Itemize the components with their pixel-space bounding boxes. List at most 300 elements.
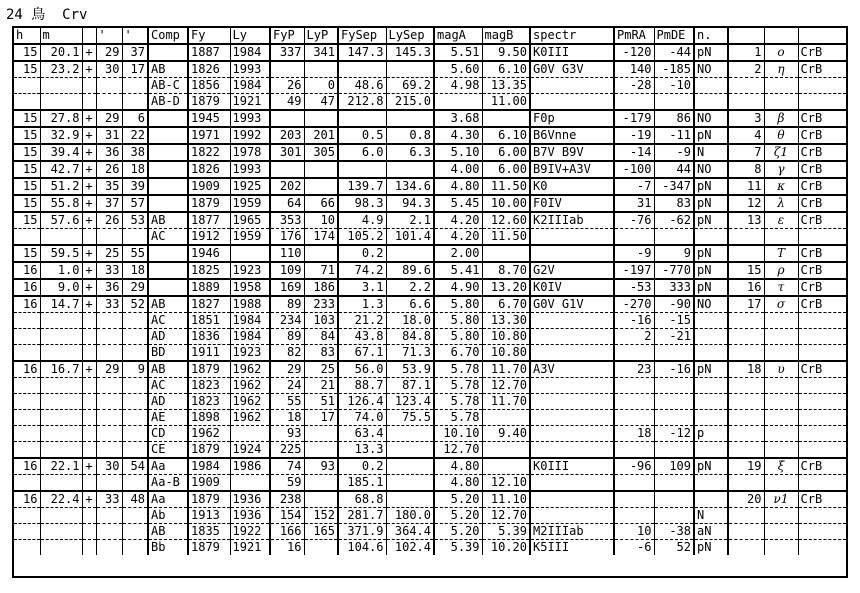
- table-cell: [96, 426, 122, 442]
- table-cell: [764, 229, 798, 246]
- table-cell: F0IV: [530, 195, 614, 212]
- table-cell: 6.10: [482, 61, 530, 78]
- table-cell: +: [82, 262, 96, 279]
- table-cell: +: [82, 178, 96, 195]
- table-cell: [82, 378, 96, 394]
- table-cell: 101.4: [386, 229, 434, 246]
- table-cell: [694, 229, 728, 246]
- table-cell: AD: [148, 394, 188, 410]
- table-cell: 33: [96, 262, 122, 279]
- table-cell: -12: [654, 426, 694, 442]
- table-cell: -90: [654, 296, 694, 313]
- table-cell: [96, 508, 122, 524]
- table-row: [14, 44, 846, 61]
- column-header: [82, 28, 96, 44]
- table-cell: 1959: [230, 229, 270, 246]
- table-row: [14, 426, 846, 442]
- table-cell: [386, 245, 434, 262]
- table-cell: [148, 44, 188, 61]
- table-cell: -14: [614, 144, 654, 161]
- table-cell: [728, 78, 764, 94]
- table-cell: [530, 442, 614, 459]
- table-cell: [14, 508, 40, 524]
- table-cell: [728, 442, 764, 459]
- table-cell: [798, 394, 846, 410]
- table-cell: Ab: [148, 508, 188, 524]
- table-cell: -76: [614, 212, 654, 229]
- table-cell: 94.3: [386, 195, 434, 212]
- table-cell: 27.8: [40, 110, 82, 127]
- table-cell: 1978: [230, 144, 270, 161]
- table-cell: +: [82, 110, 96, 127]
- table-cell: pN: [694, 245, 728, 262]
- table-cell: 234: [270, 313, 304, 329]
- table-cell: pN: [694, 262, 728, 279]
- table-cell: 15: [14, 178, 40, 195]
- table-cell: [614, 410, 654, 426]
- table-cell: [386, 110, 434, 127]
- table-cell: 202: [270, 178, 304, 195]
- table-cell: 1993: [230, 161, 270, 178]
- table-cell: [386, 426, 434, 442]
- table-cell: -21: [654, 329, 694, 345]
- table-cell: AB: [148, 61, 188, 78]
- table-cell: -9: [654, 144, 694, 161]
- table-cell: [694, 394, 728, 410]
- table-cell: [728, 475, 764, 492]
- table-cell: [764, 508, 798, 524]
- table-cell: κ: [764, 178, 798, 195]
- table-row: [14, 178, 846, 195]
- table-cell: [798, 313, 846, 329]
- table-cell: 166: [270, 524, 304, 540]
- table-cell: 53: [122, 212, 148, 229]
- table-cell: 51: [304, 394, 338, 410]
- table-cell: 0.5: [338, 127, 386, 144]
- table-cell: [386, 442, 434, 459]
- table-cell: 1856: [188, 78, 230, 94]
- table-cell: 102.4: [386, 540, 434, 556]
- table-cell: β: [764, 110, 798, 127]
- table-cell: 25: [304, 361, 338, 378]
- table-cell: [122, 475, 148, 492]
- table-cell: [654, 378, 694, 394]
- table-cell: [96, 524, 122, 540]
- column-header: FySep: [338, 28, 386, 44]
- table-cell: 55.8: [40, 195, 82, 212]
- table-cell: 212.8: [338, 94, 386, 111]
- column-header: spectr: [530, 28, 614, 44]
- table-cell: [96, 229, 122, 246]
- table-cell: AB: [148, 296, 188, 313]
- column-header: PmRA: [614, 28, 654, 44]
- table-cell: [148, 245, 188, 262]
- table-cell: -6: [614, 540, 654, 556]
- table-cell: 233: [304, 296, 338, 313]
- table-cell: -11: [654, 127, 694, 144]
- table-cell: [40, 475, 82, 492]
- table-cell: CD: [148, 426, 188, 442]
- table-row: [14, 458, 846, 475]
- table-cell: 9.50: [482, 44, 530, 61]
- table-cell: 24: [270, 378, 304, 394]
- table-cell: -38: [654, 524, 694, 540]
- table-cell: CrB: [798, 245, 846, 262]
- column-header: magA: [434, 28, 482, 44]
- table-cell: 1909: [188, 178, 230, 195]
- table-cell: [14, 94, 40, 111]
- table-cell: AB-C: [148, 78, 188, 94]
- table-cell: [122, 229, 148, 246]
- table-cell: υ: [764, 361, 798, 378]
- table-cell: +: [82, 144, 96, 161]
- table-cell: [694, 475, 728, 492]
- table-cell: 15: [14, 44, 40, 61]
- table-cell: NO: [694, 110, 728, 127]
- table-cell: [148, 144, 188, 161]
- table-cell: 37: [122, 44, 148, 61]
- table-cell: 1836: [188, 329, 230, 345]
- table-cell: [304, 491, 338, 508]
- table-row: [14, 313, 846, 329]
- table-cell: AB: [148, 524, 188, 540]
- table-cell: -197: [614, 262, 654, 279]
- table-cell: 15: [14, 61, 40, 78]
- table-cell: [82, 508, 96, 524]
- table-cell: 1913: [188, 508, 230, 524]
- table-cell: [230, 426, 270, 442]
- table-cell: 5.41: [434, 262, 482, 279]
- table-cell: 1825: [188, 262, 230, 279]
- table-cell: -10: [654, 78, 694, 94]
- table-cell: [82, 394, 96, 410]
- column-header: LyP: [304, 28, 338, 44]
- table-row: [14, 442, 846, 459]
- table-cell: [798, 94, 846, 111]
- table-cell: 15: [14, 245, 40, 262]
- table-cell: 1984: [230, 313, 270, 329]
- table-cell: 10.20: [482, 540, 530, 556]
- table-cell: Aa: [148, 491, 188, 508]
- table-cell: 305: [304, 144, 338, 161]
- table-cell: [40, 394, 82, 410]
- table-cell: 11: [728, 178, 764, 195]
- table-cell: CrB: [798, 279, 846, 296]
- table-row: [14, 491, 846, 508]
- table-cell: 52: [654, 540, 694, 556]
- table-cell: -16: [654, 361, 694, 378]
- table-cell: pN: [694, 44, 728, 61]
- table-cell: [40, 426, 82, 442]
- table-cell: +: [82, 127, 96, 144]
- table-cell: pN: [694, 540, 728, 556]
- table-cell: 8: [728, 161, 764, 178]
- table-cell: 6.70: [482, 296, 530, 313]
- table-cell: 16: [14, 491, 40, 508]
- table-cell: [764, 394, 798, 410]
- table-cell: 33: [96, 491, 122, 508]
- table-cell: 1971: [188, 127, 230, 144]
- table-cell: 26: [96, 212, 122, 229]
- table-cell: 18.0: [386, 313, 434, 329]
- table-cell: AC: [148, 313, 188, 329]
- table-cell: 364.4: [386, 524, 434, 540]
- table-cell: 1909: [188, 475, 230, 492]
- table-cell: [798, 508, 846, 524]
- table-cell: [96, 378, 122, 394]
- table-cell: 47: [304, 94, 338, 111]
- column-header: Ly: [230, 28, 270, 44]
- table-cell: 4.98: [434, 78, 482, 94]
- table-cell: 186: [304, 279, 338, 296]
- table-cell: 29: [122, 279, 148, 296]
- table-cell: 1826: [188, 61, 230, 78]
- table-cell: [82, 524, 96, 540]
- table-cell: 10.10: [434, 426, 482, 442]
- table-cell: 215.0: [386, 94, 434, 111]
- table-cell: -9: [614, 245, 654, 262]
- table-cell: +: [82, 212, 96, 229]
- table-cell: -347: [654, 178, 694, 195]
- table-cell: [14, 345, 40, 362]
- table-cell: 88.7: [338, 378, 386, 394]
- double-star-table: [14, 28, 846, 555]
- table-cell: 1887: [188, 44, 230, 61]
- table-cell: 63.4: [338, 426, 386, 442]
- table-cell: 4.80: [434, 458, 482, 475]
- table-cell: 18: [122, 161, 148, 178]
- table-cell: 1851: [188, 313, 230, 329]
- table-cell: 2.00: [434, 245, 482, 262]
- table-cell: [148, 161, 188, 178]
- table-cell: pN: [694, 195, 728, 212]
- table-cell: 6.6: [386, 296, 434, 313]
- table-cell: 10.00: [482, 195, 530, 212]
- table-cell: 10.80: [482, 329, 530, 345]
- table-cell: 1945: [188, 110, 230, 127]
- table-cell: 1879: [188, 491, 230, 508]
- table-cell: 71.3: [386, 345, 434, 362]
- table-cell: 87.1: [386, 378, 434, 394]
- table-cell: 49: [270, 94, 304, 111]
- table-cell: 1911: [188, 345, 230, 362]
- table-cell: [14, 313, 40, 329]
- table-cell: [764, 442, 798, 459]
- table-cell: CrB: [798, 195, 846, 212]
- table-cell: 1936: [230, 491, 270, 508]
- table-row: [14, 161, 846, 178]
- table-cell: 11.50: [482, 178, 530, 195]
- table-cell: 12.60: [482, 212, 530, 229]
- table-cell: [96, 475, 122, 492]
- table-cell: [82, 329, 96, 345]
- table-cell: [304, 540, 338, 556]
- table-cell: [530, 245, 614, 262]
- table-cell: 59.5: [40, 245, 82, 262]
- table-cell: [654, 229, 694, 246]
- table-cell: 1946: [188, 245, 230, 262]
- table-cell: [764, 345, 798, 362]
- table-cell: 1898: [188, 410, 230, 426]
- table-cell: [14, 78, 40, 94]
- table-cell: 57: [122, 195, 148, 212]
- table-cell: [764, 78, 798, 94]
- table-cell: -62: [654, 212, 694, 229]
- table-cell: 29: [96, 110, 122, 127]
- table-cell: [530, 394, 614, 410]
- table-cell: 5.80: [434, 296, 482, 313]
- table-cell: 9.0: [40, 279, 82, 296]
- table-cell: [614, 229, 654, 246]
- table-cell: 371.9: [338, 524, 386, 540]
- table-cell: 53.9: [386, 361, 434, 378]
- table-cell: 333: [654, 279, 694, 296]
- table-cell: 86: [654, 110, 694, 127]
- table-cell: 23.2: [40, 61, 82, 78]
- table-cell: [728, 329, 764, 345]
- table-row: [14, 110, 846, 127]
- page-title: 24 鳥 Crv: [6, 7, 88, 23]
- table-cell: [304, 61, 338, 78]
- table-row: [14, 524, 846, 540]
- table-cell: 13.3: [338, 442, 386, 459]
- table-cell: 52: [122, 296, 148, 313]
- table-cell: G2V: [530, 262, 614, 279]
- table-cell: [148, 262, 188, 279]
- table-cell: [798, 229, 846, 246]
- table-cell: 21: [304, 378, 338, 394]
- table-cell: 98.3: [338, 195, 386, 212]
- table-cell: 17: [728, 296, 764, 313]
- table-cell: K0III: [530, 458, 614, 475]
- table-cell: [386, 491, 434, 508]
- table-cell: [728, 229, 764, 246]
- table-cell: 44: [654, 161, 694, 178]
- table-cell: [82, 475, 96, 492]
- table-cell: 13.30: [482, 313, 530, 329]
- table-cell: [764, 313, 798, 329]
- table-cell: [764, 378, 798, 394]
- table-cell: [304, 245, 338, 262]
- table-cell: [122, 313, 148, 329]
- table-cell: [14, 442, 40, 459]
- table-cell: η: [764, 61, 798, 78]
- table-cell: 22: [122, 127, 148, 144]
- table-cell: 1988: [230, 296, 270, 313]
- table-cell: 1962: [230, 394, 270, 410]
- table-cell: pN: [694, 127, 728, 144]
- table-cell: 29: [96, 44, 122, 61]
- table-cell: CrB: [798, 262, 846, 279]
- table-cell: 1984: [230, 329, 270, 345]
- table-cell: [728, 94, 764, 111]
- table-cell: [482, 458, 530, 475]
- table-cell: 4.20: [434, 229, 482, 246]
- table-cell: [654, 442, 694, 459]
- table-cell: [798, 410, 846, 426]
- table-cell: 12.10: [482, 475, 530, 492]
- table-cell: 2.1: [386, 212, 434, 229]
- table-cell: N: [694, 508, 728, 524]
- table-cell: [482, 110, 530, 127]
- table-cell: [40, 524, 82, 540]
- table-cell: 1922: [230, 524, 270, 540]
- table-cell: 109: [654, 458, 694, 475]
- table-cell: 1.3: [338, 296, 386, 313]
- table-cell: [614, 378, 654, 394]
- table-cell: 33: [96, 296, 122, 313]
- table-cell: [338, 161, 386, 178]
- table-cell: 89: [270, 329, 304, 345]
- table-cell: [96, 442, 122, 459]
- table-cell: +: [82, 279, 96, 296]
- table-cell: [40, 345, 82, 362]
- table-cell: 6.3: [386, 144, 434, 161]
- table-cell: 123.4: [386, 394, 434, 410]
- table-row: [14, 329, 846, 345]
- table-row: [14, 378, 846, 394]
- table-cell: 22.1: [40, 458, 82, 475]
- table-cell: 21.2: [338, 313, 386, 329]
- table-cell: 12.70: [482, 378, 530, 394]
- table-cell: 18: [728, 361, 764, 378]
- table-cell: CrB: [798, 61, 846, 78]
- table-cell: p: [694, 426, 728, 442]
- table-row: [14, 127, 846, 144]
- table-cell: 5.39: [482, 524, 530, 540]
- table-cell: 126.4: [338, 394, 386, 410]
- table-cell: 341: [304, 44, 338, 61]
- table-row: [14, 475, 846, 492]
- table-cell: [728, 508, 764, 524]
- table-cell: [728, 426, 764, 442]
- table-cell: 64: [270, 195, 304, 212]
- table-cell: 1879: [188, 442, 230, 459]
- table-cell: [530, 345, 614, 362]
- table-cell: [798, 442, 846, 459]
- table-cell: ρ: [764, 262, 798, 279]
- table-cell: [694, 378, 728, 394]
- table-cell: [728, 313, 764, 329]
- table-cell: 54: [122, 458, 148, 475]
- table-cell: [40, 94, 82, 111]
- table-cell: [82, 345, 96, 362]
- table-cell: [96, 540, 122, 556]
- table-cell: [654, 475, 694, 492]
- table-cell: 5.80: [434, 313, 482, 329]
- table-cell: [764, 524, 798, 540]
- column-header: Comp: [148, 28, 188, 44]
- table-row: [14, 394, 846, 410]
- table-cell: [270, 61, 304, 78]
- table-cell: AB: [148, 212, 188, 229]
- table-cell: NO: [694, 296, 728, 313]
- table-cell: [614, 394, 654, 410]
- table-cell: 4.90: [434, 279, 482, 296]
- table-row: [14, 508, 846, 524]
- table-cell: 1879: [188, 94, 230, 111]
- table-cell: 11.00: [482, 94, 530, 111]
- table-cell: [798, 524, 846, 540]
- table-cell: [694, 410, 728, 426]
- table-cell: 13: [728, 212, 764, 229]
- table-cell: CrB: [798, 144, 846, 161]
- table-cell: γ: [764, 161, 798, 178]
- table-cell: [694, 78, 728, 94]
- table-cell: 25: [96, 245, 122, 262]
- table-cell: CrB: [798, 491, 846, 508]
- table-cell: [386, 475, 434, 492]
